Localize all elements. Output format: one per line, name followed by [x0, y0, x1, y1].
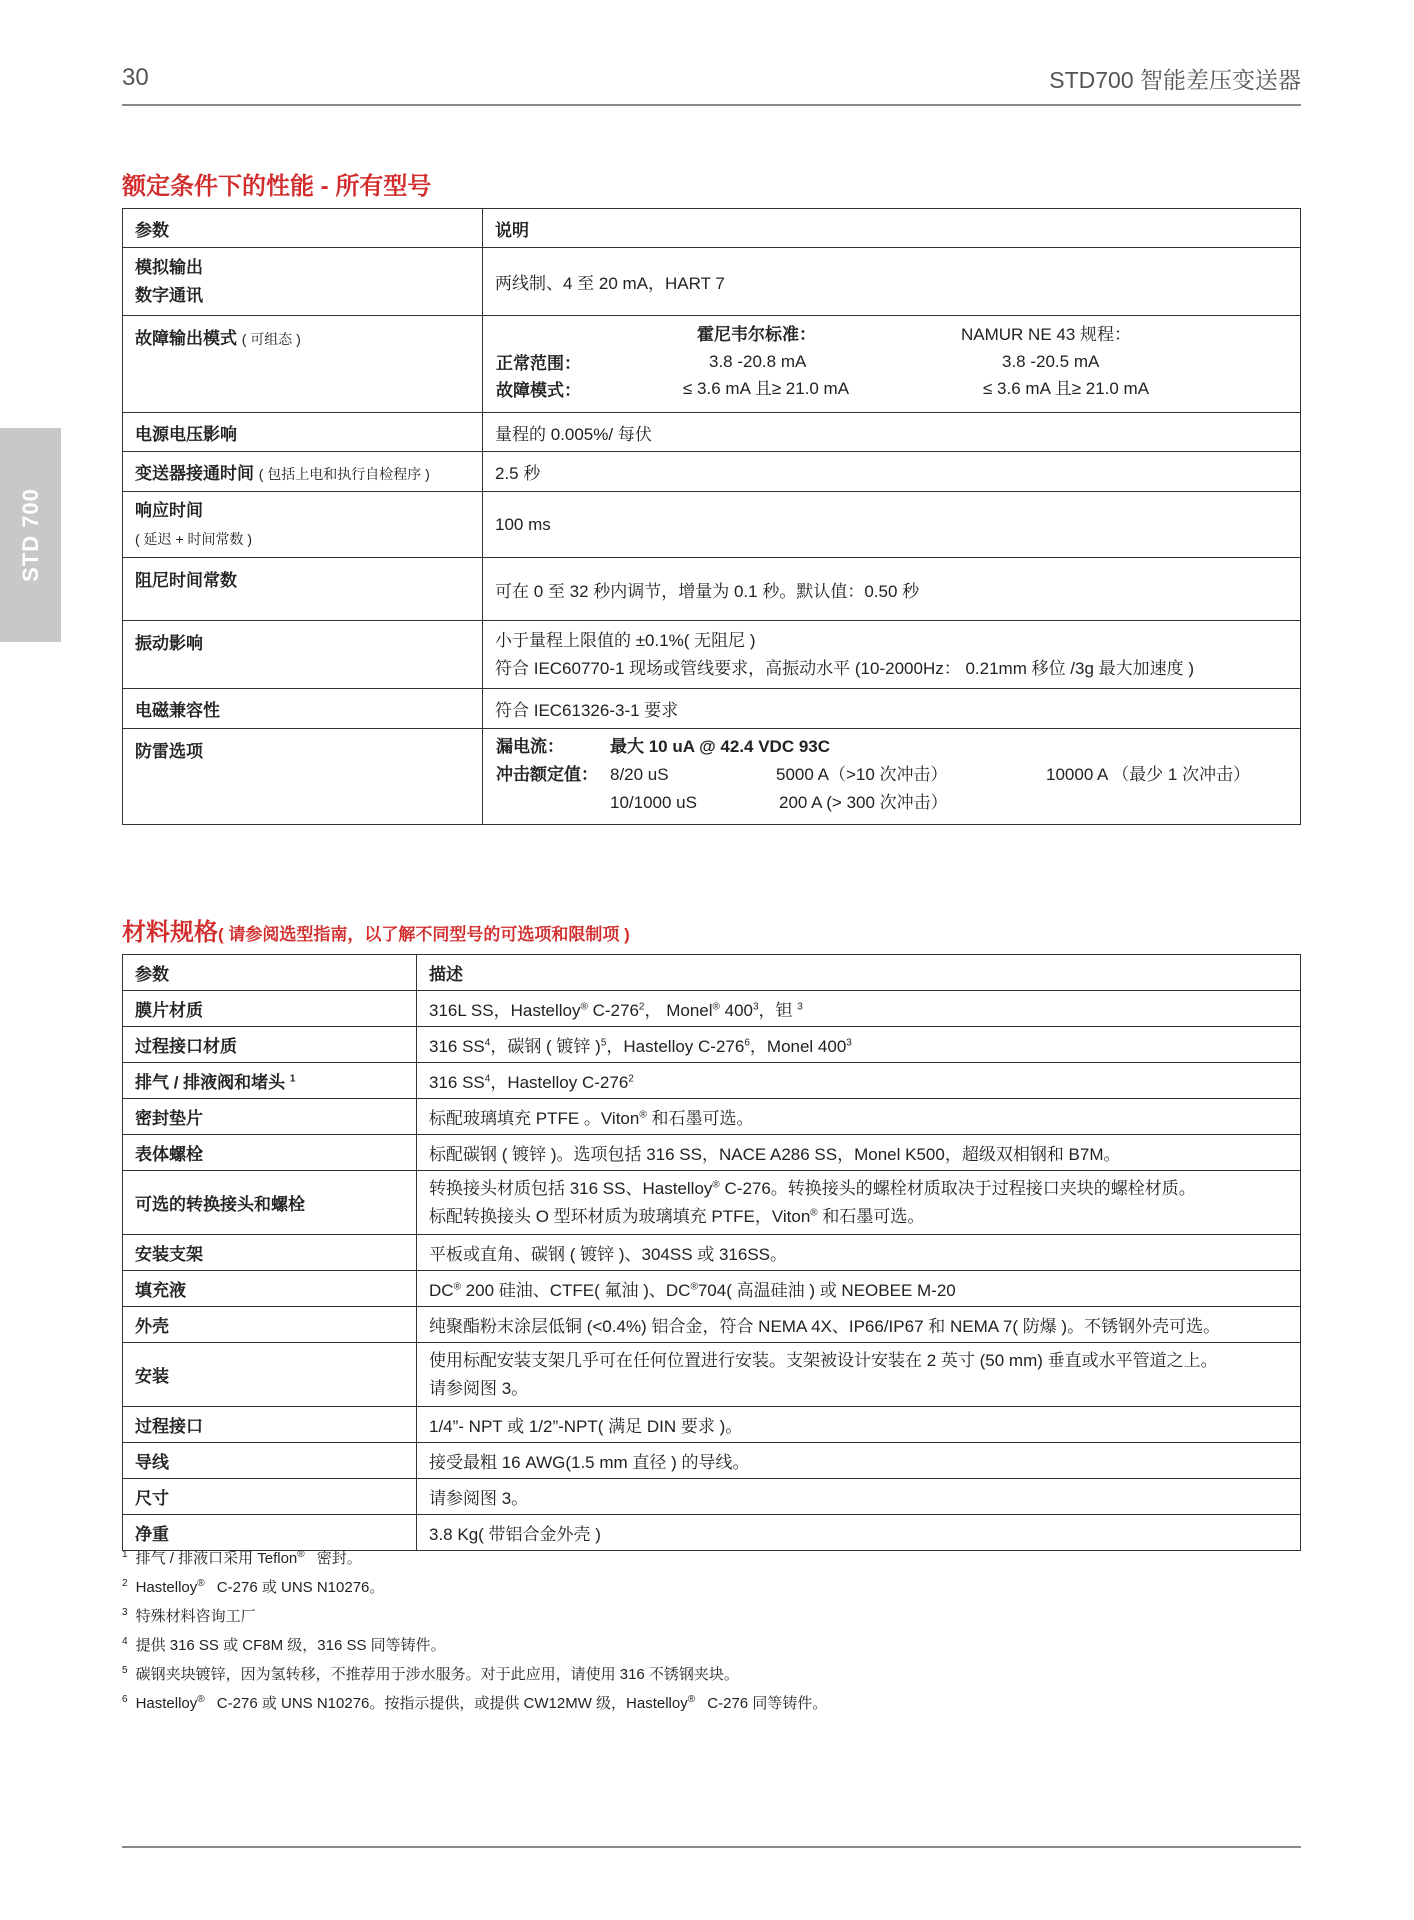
registered-mark: ®: [712, 1178, 720, 1190]
param-cell: 可选的转换接头和螺栓: [123, 1171, 417, 1235]
leakage-current-label: 漏电流：: [496, 737, 564, 756]
value-cell: 2.5 秒: [483, 452, 1301, 492]
header-desc: 描述: [417, 955, 1301, 991]
table-row: [123, 1271, 1301, 1307]
leakage-current-value: [610, 736, 830, 758]
value-cell: 两线制、4 至 20 mA，HART 7: [483, 248, 1301, 316]
table-row: [123, 1171, 1301, 1235]
failure-mode-label: 故障模式：: [496, 381, 581, 400]
param-label: 数字通讯: [135, 285, 203, 305]
value-line: [429, 1175, 1288, 1203]
registered-mark: ®: [712, 1001, 720, 1013]
value-cell: 请参阅图 3。: [417, 1479, 1301, 1515]
header-rule: [122, 104, 1301, 106]
value-text: 标配玻璃填充 PTFE 。Viton: [429, 1109, 640, 1128]
document-title: STD700 智能差压变送器: [1049, 67, 1301, 93]
failure-mode-namur: ≤ 3.6 mA 且≥ 21.0 mA: [983, 379, 1150, 398]
section-title-text: 材料规格: [122, 919, 218, 946]
value-cell: 接受最粗 16 AWG(1.5 mm 直径 ) 的导线。: [417, 1443, 1301, 1479]
footnote-text: 密封。: [312, 1550, 362, 1567]
table-row: [123, 621, 1301, 689]
footnote-text: 碳钢夹块镀锌，因为氢转移，不推荐用于涉水服务。对于此应用，请使用 316 不锈钢夹块。: [135, 1666, 739, 1683]
footnote-ref: 4: [484, 1037, 491, 1049]
footnote-text: 特殊材料咨询工厂: [135, 1608, 256, 1625]
footnote-ref: 2: [628, 1073, 634, 1085]
param-cell: 密封垫片: [123, 1099, 417, 1135]
footnote-6: [122, 1693, 827, 1722]
value-cell: [417, 1099, 1301, 1135]
footnote-ref: 6: [744, 1037, 750, 1049]
normal-range-honeywell: 3.8 -20.8 mA: [709, 352, 807, 371]
param-cell: 表体螺栓: [123, 1135, 417, 1171]
section-title-materials: [122, 912, 630, 947]
registered-mark: ®: [453, 1281, 461, 1293]
footnote-text: 排气 / 排液口采用 Teflon: [135, 1550, 298, 1567]
value-cell: 可在 0 至 32 秒内调节，增量为 0.1 秒。默认值：0.50 秒: [483, 558, 1301, 621]
footnote-number: 2: [122, 1578, 128, 1589]
param-cell: [123, 316, 483, 413]
value-cell: 纯聚酯粉末涂层低铜 (<0.4%) 铝合金，符合 NEMA 4X、IP66/IP67 和 NEMA 7( 防爆 )。不锈钢外壳可选。: [417, 1307, 1301, 1343]
value-line: [429, 1203, 1288, 1231]
param-cell: 防雷选项: [123, 729, 483, 825]
table-row: [123, 1027, 1301, 1063]
param-label: 响应时间: [135, 500, 203, 520]
footnote-number: 5: [122, 1665, 128, 1676]
footnote-text: C-276 或 UNS N10276。: [212, 1579, 385, 1596]
header-param: 参数: [123, 209, 483, 248]
registered-mark: ®: [690, 1281, 698, 1293]
surge-waveform-2: 10/1000 uS: [610, 793, 697, 812]
param-label: 排气 / 排液阀和堵头: [135, 1073, 290, 1092]
param-cell: 振动影响: [123, 621, 483, 689]
footnote-4: [122, 1635, 827, 1664]
value-line: 请参阅图 3。: [429, 1378, 529, 1398]
value-text: ， Monel: [644, 1001, 713, 1020]
value-text: 316 SS: [429, 1037, 485, 1056]
param-cell: [123, 1063, 417, 1099]
table-row: [123, 991, 1301, 1027]
footnote-text: 提供 316 SS 或 CF8M 级，316 SS 同等铸件。: [135, 1637, 446, 1654]
table-row: [123, 1515, 1301, 1551]
namur-standard-label: NAMUR NE 43 规程：: [961, 325, 1132, 344]
side-tab: [0, 428, 61, 642]
failure-mode-honeywell: ≤ 3.6 mA 且≥ 21.0 mA: [683, 379, 850, 398]
footnote-text: C-276 同等铸件。: [703, 1695, 828, 1712]
param-cell: 电磁兼容性: [123, 689, 483, 729]
footnote-ref: 5: [600, 1037, 607, 1049]
param-cell: 净重: [123, 1515, 417, 1551]
value-text: DC: [429, 1281, 454, 1300]
table-row: [123, 452, 1301, 492]
table-row: [123, 1063, 1301, 1099]
table-row: [123, 492, 1301, 558]
value-text: ，Monel 400: [749, 1037, 847, 1056]
value-cell: [417, 1171, 1301, 1235]
registered-mark: ®: [297, 1549, 305, 1560]
param-cell: 导线: [123, 1443, 417, 1479]
value-line: 使用标配安装支架几乎可在任何位置进行安装。支架被设计安装在 2 英寸 (50 mm) 垂直或水平管道之上。: [429, 1350, 1218, 1370]
table-row: [123, 689, 1301, 729]
param-cell: 填充液: [123, 1271, 417, 1307]
footnote-ref: 4: [484, 1073, 491, 1085]
value-text: ，钽: [758, 1001, 798, 1020]
table-row: [123, 1235, 1301, 1271]
table-row: [123, 1479, 1301, 1515]
section-title-note: ( 请参阅选型指南，以了解不同型号的可选项和限制项 ): [218, 925, 630, 944]
value-text: 200 硅油、CTFE( 氟油 )、DC: [460, 1281, 691, 1300]
value-text: C-276。转换接头的螺栓材质取决于过程接口夹块的螺栓材质。: [719, 1178, 1196, 1198]
value-text: C-276: [587, 1001, 639, 1020]
surge-waveform-1: 8/20 uS: [610, 765, 669, 784]
value-text: 400: [719, 1001, 753, 1020]
param-cell: [123, 492, 483, 558]
footnote-number: 6: [122, 1694, 128, 1705]
footnote-text: C-276 或 UNS N10276。按指示提供，或提供 CW12MW 级，Hastelloy: [212, 1695, 688, 1712]
footnote-3: [122, 1606, 827, 1635]
table-row: [123, 413, 1301, 452]
param-cell: 外壳: [123, 1307, 417, 1343]
surge-rating-1a: 5000 A（>10 次冲击）: [776, 765, 948, 784]
surge-rating-2a: 200 A (> 300 次冲击）: [779, 793, 948, 812]
value-cell: [417, 1343, 1301, 1407]
value-text: 和石墨可选。: [646, 1109, 754, 1128]
leakage-current-max: 最大 10 uA @ 42.4 VDC 93C: [610, 737, 831, 756]
param-cell: 阻尼时间常数: [123, 558, 483, 621]
table-row: [123, 1307, 1301, 1343]
param-cell: 安装: [123, 1343, 417, 1407]
value-cell: [417, 1063, 1301, 1099]
value-text: ，碳钢 ( 镀锌 ): [490, 1037, 601, 1056]
param-cell: 过程接口: [123, 1407, 417, 1443]
footnote-ref: 3: [797, 1001, 803, 1013]
page-number: 30: [122, 64, 149, 91]
registered-mark: ®: [197, 1578, 205, 1589]
param-note: ( 可组态 ): [241, 331, 301, 347]
section-title-performance: 额定条件下的性能 - 所有型号: [122, 173, 432, 200]
footer-rule: [122, 1846, 1301, 1848]
table-row: [123, 1443, 1301, 1479]
footnote-ref: 3: [846, 1037, 852, 1049]
footnote-1: [122, 1548, 827, 1577]
footnote-ref: 3: [752, 1001, 759, 1013]
table-row: [123, 248, 1301, 316]
value-cell: [483, 621, 1301, 689]
table-row: [123, 1343, 1301, 1407]
footnote-5: [122, 1664, 827, 1693]
registered-mark: ®: [639, 1109, 647, 1121]
side-tab-label: STD 700: [17, 488, 43, 582]
normal-range-label: 正常范围：: [496, 354, 581, 373]
param-note: ( 包括上电和执行自检程序 ): [258, 466, 430, 482]
param-cell: [123, 452, 483, 492]
param-cell: 过程接口材质: [123, 1027, 417, 1063]
surge-rating-label: 冲击额定值：: [496, 765, 598, 784]
value-text: 和石墨可选。: [817, 1206, 925, 1226]
table-row: [123, 1135, 1301, 1171]
value-cell: 3.8 Kg( 带铝合金外壳 ): [417, 1515, 1301, 1551]
param-cell: 尺寸: [123, 1479, 417, 1515]
footnote-number: 4: [122, 1636, 128, 1647]
table-row: [123, 558, 1301, 621]
value-line: 符合 IEC60770-1 现场或管线要求，高振动水平 (10-2000Hz： 0.21mm 移位 /3g 最大加速度 ): [495, 658, 1195, 678]
value-cell: [483, 316, 1301, 413]
value-text: 316 SS: [429, 1073, 485, 1092]
registered-mark: ®: [197, 1694, 205, 1705]
value-cell: 标配碳钢 ( 镀锌 )。选项包括 316 SS，NACE A286 SS，Monel K500，超级双相钢和 B7M。: [417, 1135, 1301, 1171]
registered-mark: ®: [810, 1206, 818, 1218]
value-text: 704( 高温硅油 ) 或 NEOBEE M-20: [697, 1281, 956, 1300]
value-cell: 100 ms: [483, 492, 1301, 558]
footnote-number: 1: [122, 1549, 128, 1560]
value-cell: [417, 1027, 1301, 1063]
param-cell: 安装支架: [123, 1235, 417, 1271]
table-header-row: [123, 209, 1301, 248]
normal-range-namur: 3.8 -20.5 mA: [1002, 352, 1100, 371]
value-text: ，Hastelloy C-276: [606, 1037, 745, 1056]
table-row: [123, 729, 1301, 825]
value-text: 标配转换接头 O 型环材质为玻璃填充 PTFE，Viton: [429, 1206, 811, 1226]
value-cell: 符合 IEC61326-3-1 要求: [483, 689, 1301, 729]
value-text: ，Hastelloy C-276: [490, 1073, 629, 1092]
value-text: 转换接头材质包括 316 SS、Hastelloy: [429, 1178, 713, 1198]
value-text: 316L SS，Hastelloy: [429, 1001, 581, 1020]
registered-mark: ®: [687, 1694, 696, 1705]
value-line: 小于量程上限值的 ±0.1%( 无阻尼 ): [495, 630, 756, 650]
footnote-text: Hastelloy: [135, 1579, 198, 1596]
header-param: 参数: [123, 955, 417, 991]
param-label: 变送器接通时间: [135, 464, 254, 483]
table-row: [123, 1407, 1301, 1443]
footnote-text: Hastelloy: [135, 1695, 198, 1712]
value-cell: 1/4”- NPT 或 1/2”-NPT( 满足 DIN 要求 )。: [417, 1407, 1301, 1443]
materials-table: [122, 954, 1301, 1551]
surge-rating-1b: 10000 A （最少 1 次冲击）: [1046, 765, 1251, 784]
value-cell: 量程的 0.005%/ 每伏: [483, 413, 1301, 452]
value-cell: [483, 729, 1301, 825]
honeywell-standard-label: 霍尼韦尔标准：: [697, 325, 816, 344]
param-cell: 电源电压影响: [123, 413, 483, 452]
param-cell: [123, 248, 483, 316]
footnotes: [122, 1548, 827, 1722]
param-note: ( 延迟 + 时间常数 ): [135, 530, 253, 547]
footnote-ref: 2: [638, 1001, 645, 1013]
table-row: [123, 316, 1301, 413]
footnote-ref: 1: [289, 1073, 296, 1085]
table-header-row: [123, 955, 1301, 991]
footnote-2: [122, 1577, 827, 1606]
value-cell: [417, 991, 1301, 1027]
value-cell: 平板或直角、碳钢 ( 镀锌 )、304SS 或 316SS。: [417, 1235, 1301, 1271]
param-label: 模拟输出: [135, 257, 203, 277]
header-desc: 说明: [483, 209, 1301, 248]
param-label: 故障输出模式: [135, 329, 237, 348]
table-row: [123, 1099, 1301, 1135]
value-cell: [417, 1271, 1301, 1307]
registered-mark: ®: [580, 1001, 588, 1013]
param-cell: 膜片材质: [123, 991, 417, 1027]
performance-table: [122, 208, 1301, 825]
footnote-number: 3: [122, 1607, 128, 1618]
